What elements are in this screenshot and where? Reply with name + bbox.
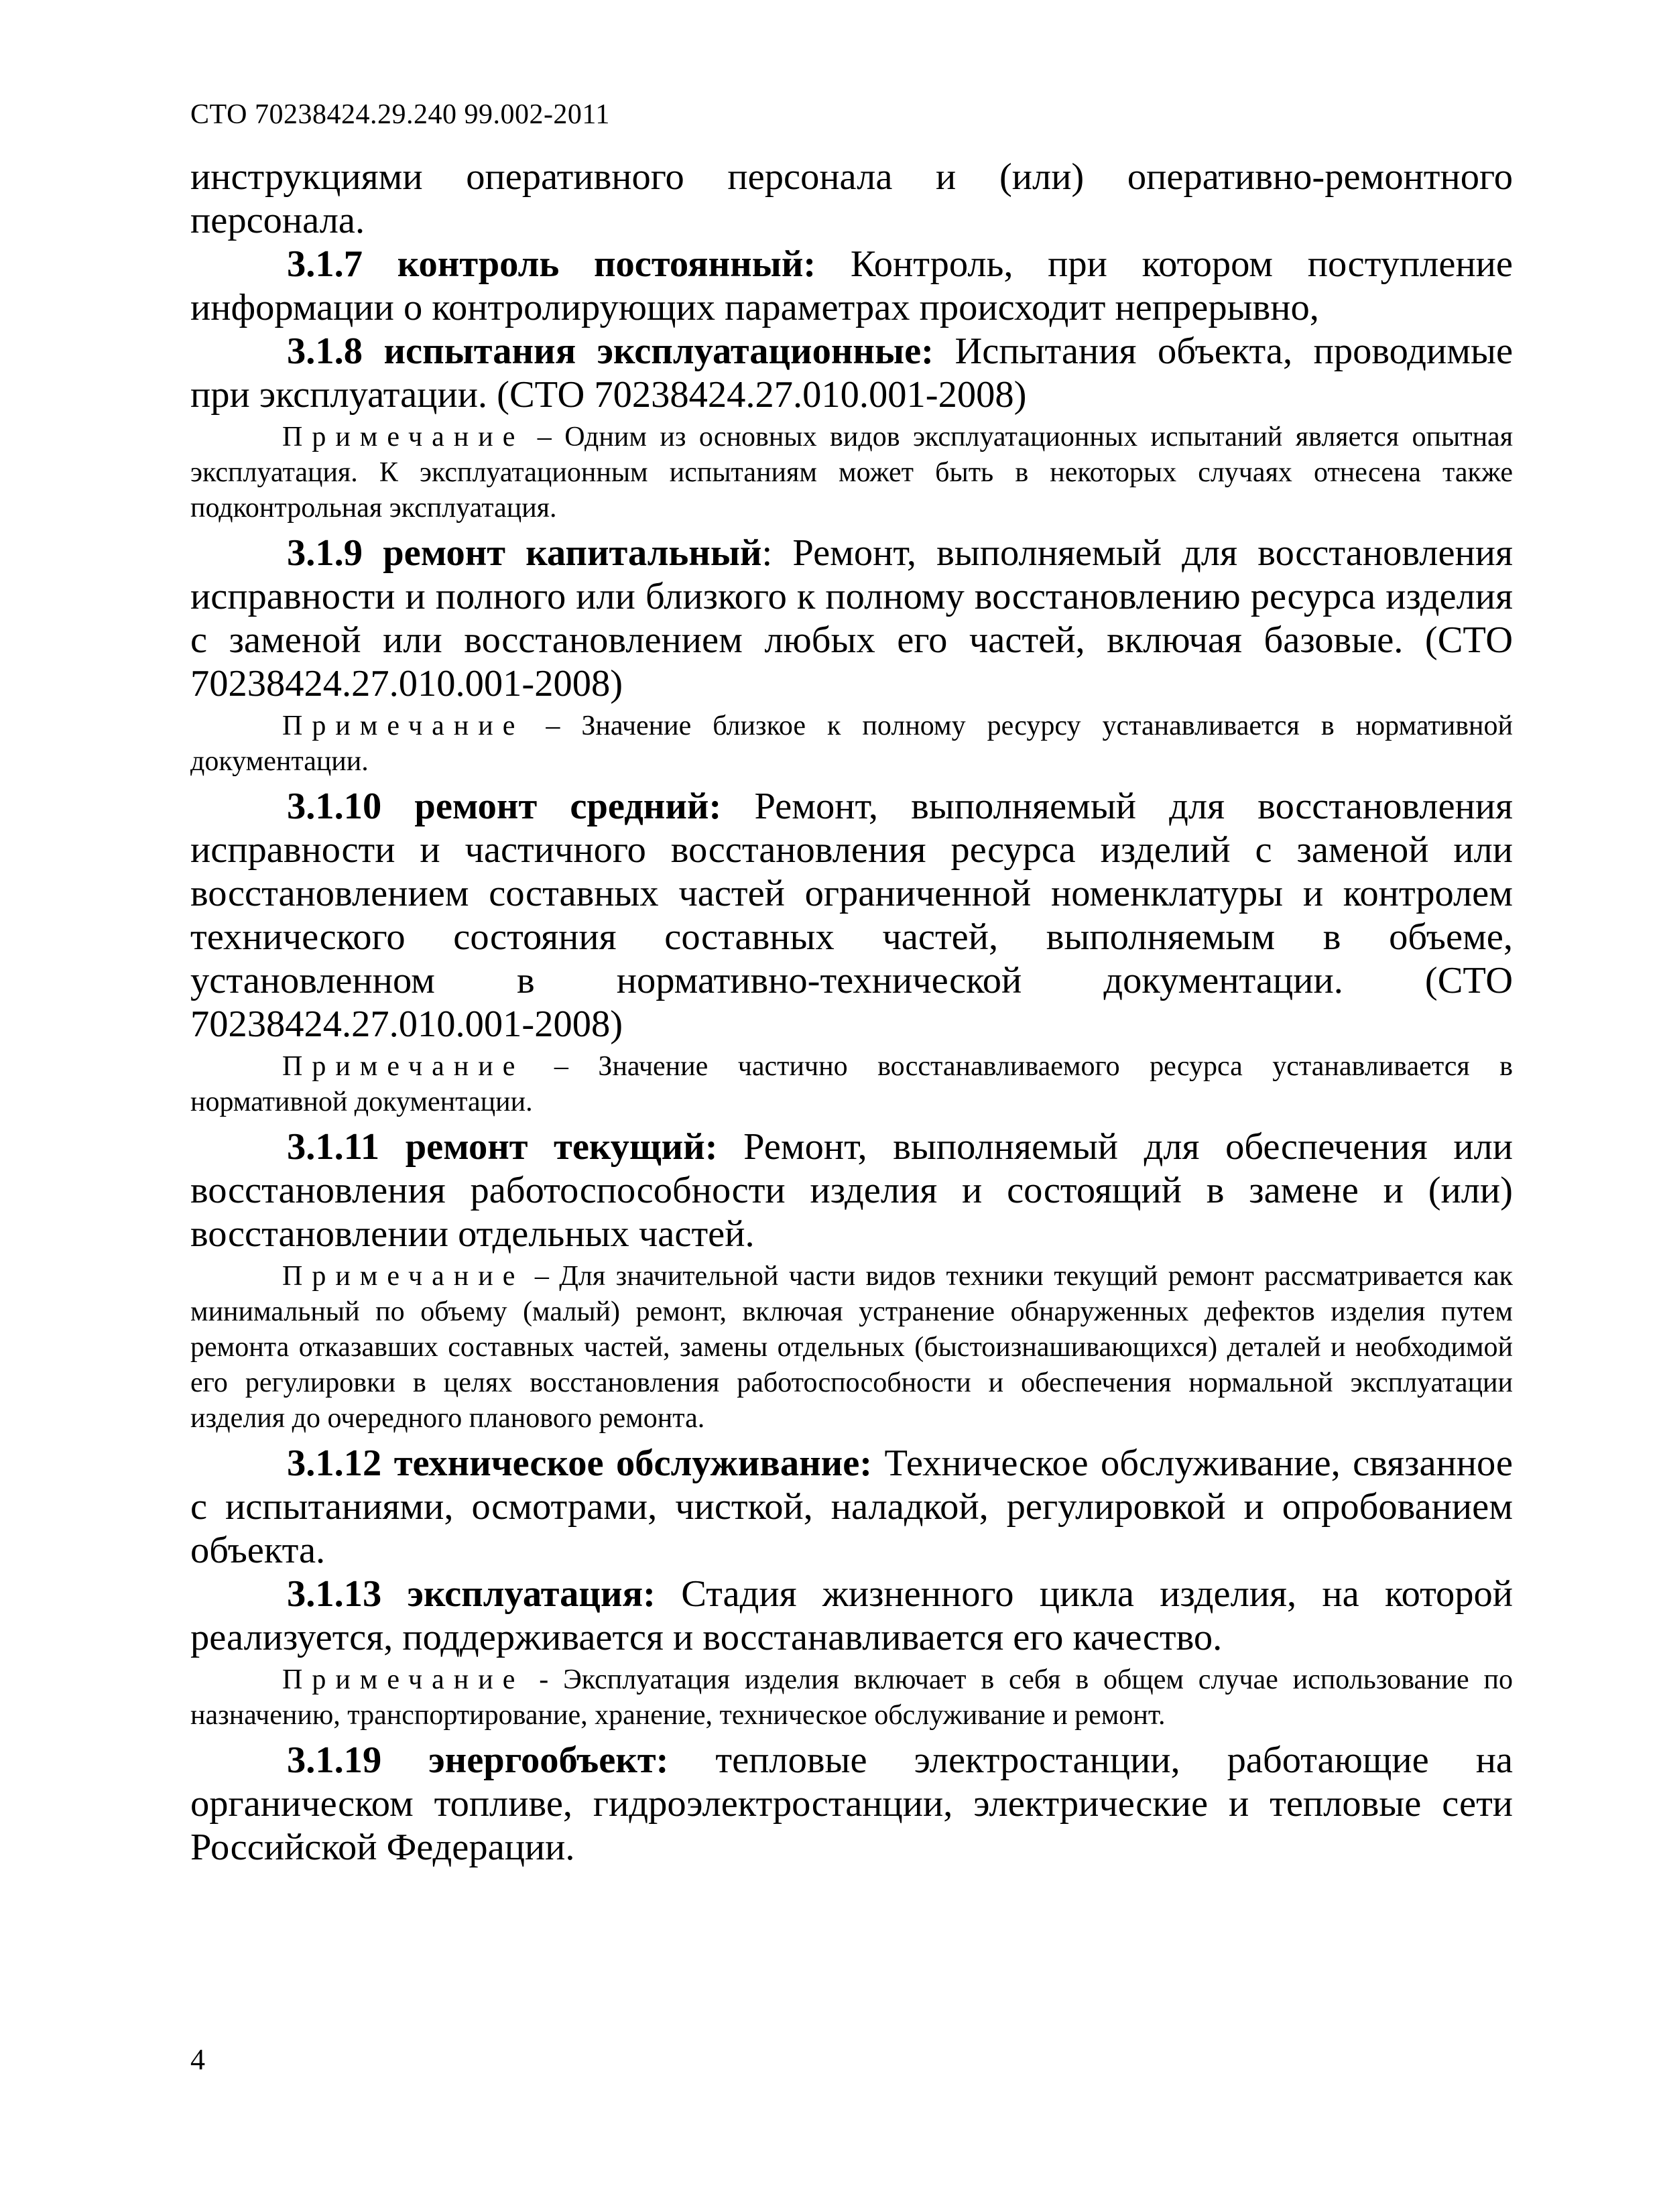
definition-number: 3.1.19 [287,1739,382,1781]
definition-text: Стадия жизненного цикла изделия, на которой реализуется, поддерживается и восстанавливается его качество. [190,1573,1514,1658]
definition-term: контроль постоянный: [397,243,816,285]
page-number: 4 [190,2043,205,2076]
note-dash: – [537,422,552,452]
definition-term: энергообъект: [428,1739,669,1781]
definition-text: Техническое обслуживание, связанное с испытаниями, осмотрами, чисткой, наладкой, регулировкой и опробованием объекта. [190,1442,1514,1571]
definition-text: тепловые электростанции, работающие на органическом топливе, гидроэлектростанции, электрические и тепловые сети Российской Федерации. [190,1739,1514,1868]
note-3-1-9 [190,709,1513,780]
definition-3-1-9 [190,532,1513,706]
continuation-paragraph: инструкциями оперативного персонала и (или) оперативно-ремонтного персонала. [190,156,1513,241]
definition-number: 3.1.8 [287,330,363,372]
note-dash: - [539,1664,549,1695]
note-3-1-11 [190,1259,1513,1436]
note-label: Примечание [282,1051,525,1082]
definition-term: эксплуатация: [407,1573,656,1615]
definition-text: Испытания объекта, проводимые при эксплуатации. (СТО 70238424.27.010.001-2008) [190,330,1514,416]
definition-3-1-19 [190,1739,1513,1869]
note-3-1-8 [190,420,1513,526]
note-dash: – [534,1261,549,1292]
definition-number: 3.1.12 [287,1442,382,1484]
definition-3-1-11 [190,1125,1513,1256]
definition-term-suffix: : [761,532,773,574]
note-text: Одним из основных видов эксплуатационных испытаний является опытная эксплуатация. К эксплуатационным испытаниям может быть в некоторых случаях отнесена также подконтрольная эксплуатация. [190,422,1514,524]
definition-number: 3.1.10 [287,786,382,827]
note-3-1-13 [190,1662,1513,1733]
document-body [190,156,1513,1869]
note-label: Примечание [282,711,525,741]
definition-number: 3.1.13 [287,1573,382,1615]
definition-3-1-13 [190,1573,1513,1660]
definition-number: 3.1.7 [287,243,363,285]
definition-3-1-12 [190,1442,1513,1573]
definition-term: ремонт капитальный [383,532,762,574]
note-label: Примечание [282,422,525,452]
definition-3-1-10 [190,785,1513,1046]
definition-3-1-7 [190,243,1513,330]
definition-term: ремонт текущий: [405,1126,718,1168]
definition-3-1-8 [190,330,1513,417]
definition-text: Ремонт, выполняемый для восстановления исправности и полного или близкого к полному восстановлению ресурса изделия с заменой или восстановлением любых его частей, включая базовые. (СТО 70238424.27.010.001-2008) [190,532,1514,704]
note-text: Эксплуатация изделия включает в себя в общем случае использование по назначению, транспортирование, хранение, техническое обслуживание и ремонт. [190,1664,1514,1731]
note-dash: – [546,711,560,741]
note-label: Примечание [282,1664,525,1695]
definition-text: Ремонт, выполняемый для обеспечения или восстановления работоспособности изделия и состоящий в замене и (или) восстановлении отдельных частей. [190,1126,1513,1255]
note-text: Значение близкое к полному ресурсу устанавливается в нормативной документации. [190,711,1513,777]
definition-text: Контроль, при котором поступление информации о контролирующих параметрах происходит непрерывно, [190,243,1513,328]
definition-number: 3.1.9 [287,532,363,574]
note-3-1-10 [190,1049,1513,1120]
note-dash: – [554,1051,568,1082]
document-header: СТО 70238424.29.240 99.002-2011 [190,99,610,130]
note-text: Для значительной части видов техники текущий ремонт рассматривается как минимальный по объему (малый) ремонт, включая устранение обнаруженных дефектов изделия путем ремонта отказавших составных частей, замены отдельных (быстоизнашивающихся) деталей и необходимой его регулировки в целях восстановления работоспособности и обеспечения нормальной эксплуатации изделия до очередного планового ремонта. [190,1261,1514,1434]
definition-term: испытания эксплуатационные: [383,330,934,372]
definition-number: 3.1.11 [287,1126,380,1168]
note-label: Примечание [282,1261,525,1292]
definition-text: Ремонт, выполняемый для восстановления исправности и частичного восстановления ресурса изделий с заменой или восстановлением составных частей ограниченной номенклатуры и контролем технического состояния составных частей, выполняемым в объеме, установленном в нормативно-технической документации. (СТО 70238424.27.010.001-2008) [190,786,1513,1045]
note-text: Значение частично восстанавливаемого ресурса устанавливается в нормативной документации. [190,1051,1514,1117]
definition-term: техническое обслуживание: [393,1442,873,1484]
definition-term: ремонт средний: [414,786,722,827]
